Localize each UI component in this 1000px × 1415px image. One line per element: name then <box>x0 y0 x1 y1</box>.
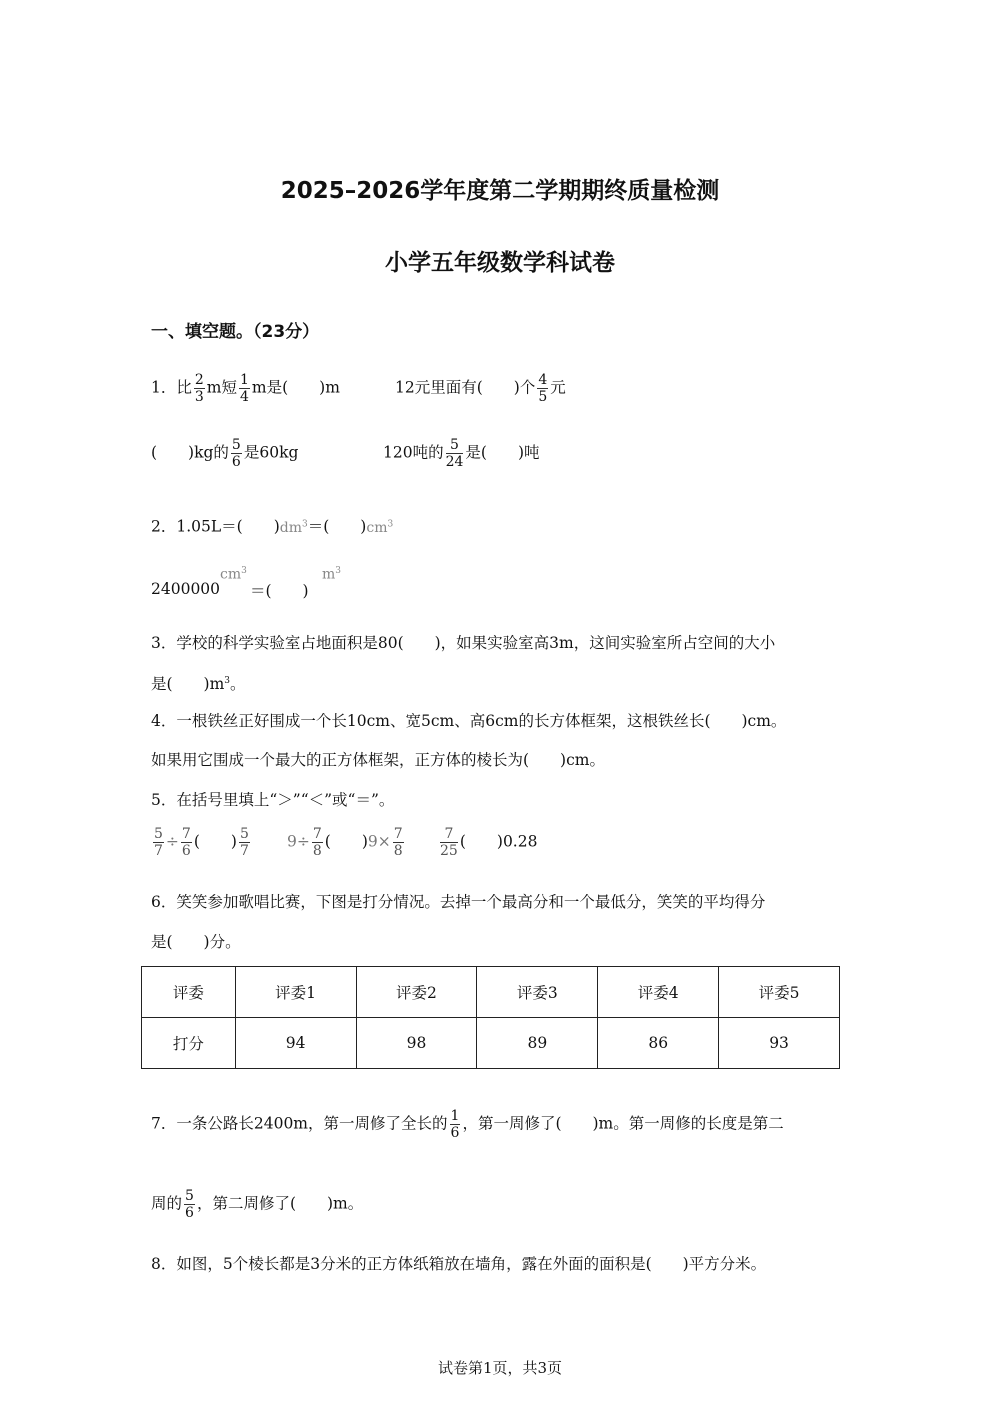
question-2-line-1 <box>151 513 393 539</box>
table-header-cell: 评委2 <box>356 967 477 1018</box>
question-5-line-1: 5．在括号里填上“＞”“＜”或“＝”。 <box>151 791 395 809</box>
question-6-line-1: 6．笑笑参加歌唱比赛，下图是打分情况。去掉一个最高分和一个最低分，笑笑的平均得分 <box>151 893 766 911</box>
question-3-line-1: 3．学校的科学实验室占地面积是80( )，如果实验室高3m，这间实验室所占空间的大小 <box>151 634 776 652</box>
fraction: $\frac{7}{6}$ <box>181 826 191 859</box>
table-header-cell: 评委5 <box>719 967 840 1018</box>
question-7-line-1: 7．一条公路长2400m，第一周修了全长的 $\frac{1}{6}$ ，第一周修了( )m。第一周修的长度是第二 <box>151 1108 784 1141</box>
q2-text: ＝( ) <box>307 517 367 536</box>
section-heading: 一、填空题。（23分） <box>151 322 320 342</box>
q1-text: m短 <box>206 378 237 397</box>
exam-title-line1: 2025–2026学年度第二学期期终质量检测 <box>280 178 720 204</box>
q1-text: m是( )m <box>251 378 340 397</box>
table-header-cell: 评委 <box>142 967 236 1018</box>
fraction: $\frac{1}{6}$ <box>450 1108 460 1141</box>
question-1-line-1 <box>151 372 340 405</box>
fraction: $\frac{7}{25}$ <box>440 826 458 859</box>
table-header-cell: 评委4 <box>598 967 719 1018</box>
fraction: $\frac{4}{5}$ <box>538 372 548 405</box>
q1-text: 是( )吨 <box>465 443 540 462</box>
fraction: $\frac{1}{4}$ <box>240 372 249 405</box>
q2-text: 2400000 <box>151 580 221 598</box>
question-5-expr-3: $\frac{7}{25}$ ( )0.28 <box>440 826 538 859</box>
fraction: $\frac{5}{6}$ <box>231 437 241 470</box>
unit-m3: $m^3$ <box>322 566 342 583</box>
question-4-line-1: 4．一根铁丝正好围成一个长10cm、宽5cm、高6cm的长方体框架，这根铁丝长( )cm。 <box>151 712 787 730</box>
q1-text: 是60kg <box>243 443 299 462</box>
table-cell: 94 <box>235 1018 356 1069</box>
question-2-blank: ＝( ) <box>250 582 309 600</box>
fraction: $\frac{5}{24}$ <box>445 437 464 470</box>
q1-text: 1．比 <box>151 378 192 397</box>
table-cell: 93 <box>719 1018 840 1069</box>
unit-cm3: $cm^3$ <box>366 519 394 536</box>
fraction: $\frac{2}{3}$ <box>194 372 204 405</box>
fraction: $\frac{7}{8}$ <box>312 826 322 859</box>
question-2-line-2 <box>151 578 220 600</box>
fraction: $\frac{5}{6}$ <box>185 1188 194 1221</box>
page-footer: 试卷第1页，共3页 <box>437 1359 563 1377</box>
table-header-cell: 评委3 <box>477 967 598 1018</box>
unit-cm3: $cm^3$ <box>220 566 247 583</box>
exam-title-line2: 小学五年级数学科试卷 <box>385 250 615 276</box>
q1-text: 12元里面有( )个 <box>395 378 536 397</box>
question-1-line-2b <box>383 437 540 470</box>
table-cell: 86 <box>598 1018 719 1069</box>
q1-text: 120吨的 <box>383 443 444 462</box>
question-1-line-1b <box>395 372 566 405</box>
table-header-row <box>142 967 840 1018</box>
q2-text: 2．1.05L＝( ) <box>151 517 280 536</box>
question-3-line-2: 是( )$m^3$。 <box>151 675 246 694</box>
q1-text: 元 <box>550 378 566 397</box>
question-7-line-2: 周的 $\frac{5}{6}$ ，第二周修了( )m。 <box>151 1188 364 1221</box>
score-table <box>141 966 840 1069</box>
table-cell: 89 <box>477 1018 598 1069</box>
question-4-line-2: 如果用它围成一个最大的正方体框架，正方体的棱长为( )cm。 <box>151 751 605 769</box>
question-1-line-2 <box>151 437 298 470</box>
question-6-line-2: 是( )分。 <box>151 933 241 951</box>
fraction: $\frac{5}{7}$ <box>239 826 249 859</box>
table-cell: 打分 <box>142 1018 236 1069</box>
table-header-cell: 评委1 <box>235 967 356 1018</box>
question-8: 8．如图，5个棱长都是3分米的正方体纸箱放在墙角，露在外面的面积是( )平方分米。 <box>151 1255 767 1273</box>
question-5-expr-1: $\frac{5}{7}$ ÷ $\frac{7}{6}$ ( ) $\frac{5}{7}$ <box>154 826 249 859</box>
fraction: $\frac{7}{8}$ <box>393 826 403 859</box>
table-row <box>142 1018 840 1069</box>
table-cell: 98 <box>356 1018 477 1069</box>
unit-dm3: $dm^3$ <box>279 519 308 536</box>
question-5-expr-2: 9÷ $\frac{7}{8}$ ( )9× $\frac{7}{8}$ <box>287 826 403 859</box>
fraction: $\frac{5}{7}$ <box>154 826 163 859</box>
q1-text: ( )kg的 <box>151 443 229 462</box>
